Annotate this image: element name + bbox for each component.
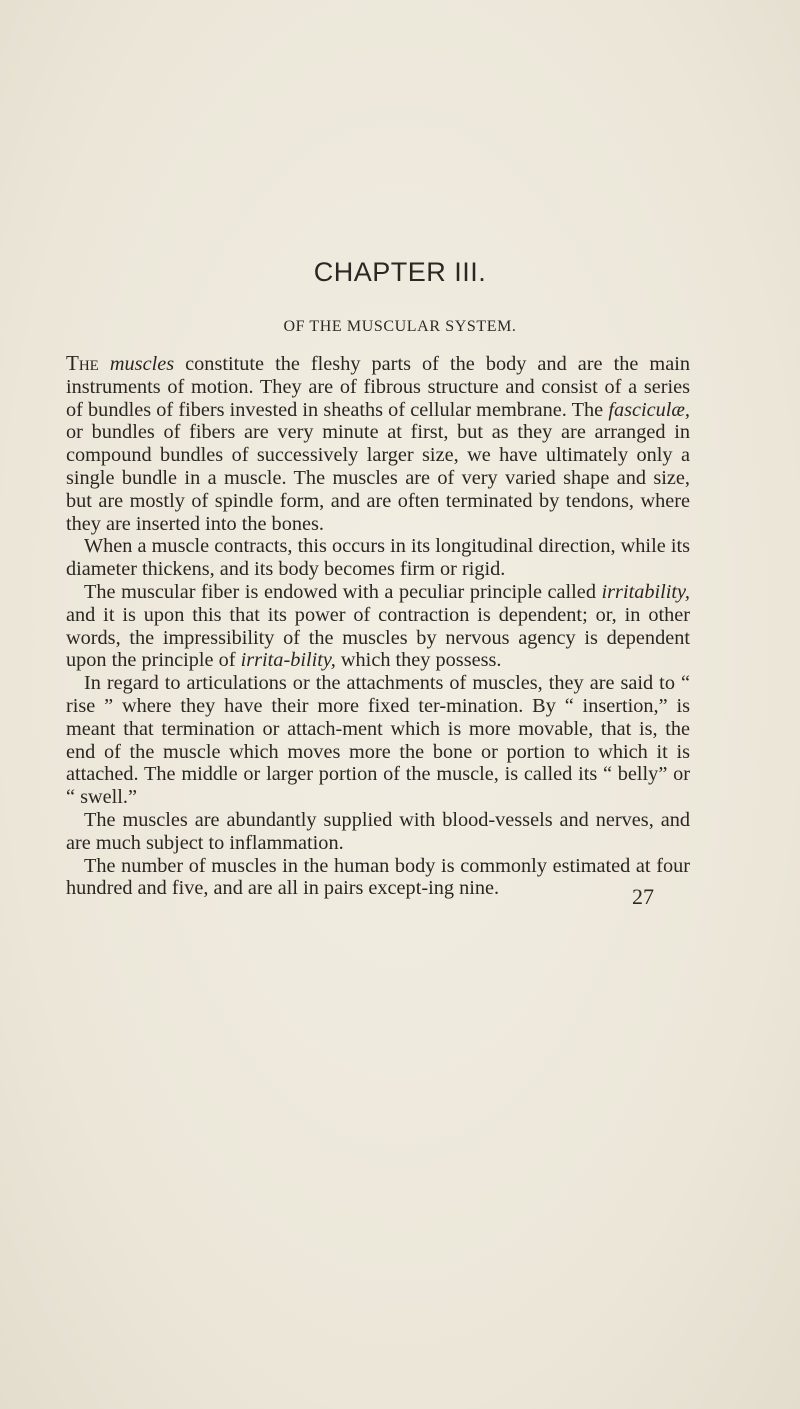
italic-term: irrita-bility, <box>240 649 336 672</box>
paragraph-articulations: In regard to articulations or the attachments of muscles, they are said to “ rise ” where they have their more fixed ter-mination. By “ insertion,” is meant that termination or attach-ment which is more movable, that is, the end of the muscle which moves more the bone or portion to which it is attached. The middle or larger portion of the muscle, is called its “ belly” or “ swell.” <box>66 672 690 809</box>
page-number: 27 <box>632 884 654 909</box>
paragraph-text: which they possess. <box>335 649 502 672</box>
paragraph-text: The muscular fiber is endowed with a peculiar principle called <box>84 580 602 603</box>
chapter-body <box>66 352 690 900</box>
paragraph-text: and it is upon this that its power of contraction is dependent; or, in other words, the impressibility of the muscles by nervous agency is dependent upon the principle of <box>66 603 690 672</box>
chapter-title: CHAPTER III. <box>313 257 487 287</box>
paragraph-text: or bundles of fibers are very minute at first, but as they are arranged in compound bundles of successively larger size, we have ultimately only a single bundle in a muscle. The muscles are of very varied shape and size, but are mostly of spindle form, and are often terminated by tendons, where they are inserted into the bones. <box>66 421 690 535</box>
italic-term: irritability, <box>601 580 690 603</box>
paragraph-blood-vessels: The muscles are abundantly supplied with blood-vessels and nerves, and are much subject to inflammation. <box>66 808 690 854</box>
italic-term: muscles <box>109 353 175 375</box>
paragraph-text <box>99 353 110 375</box>
italic-term: fasciculæ, <box>608 398 690 421</box>
section-title: OF THE MUSCULAR SYSTEM. <box>283 318 517 335</box>
paragraph-contraction: When a muscle contracts, this occurs in its longitudinal direction, while its diameter thickens, and its body becomes firm or rigid. <box>66 535 690 581</box>
paragraph-muscle-count: The number of muscles in the human body is commonly estimated at four hundred and five, and are all in pairs except-ing nine. <box>66 854 690 900</box>
lead-word: The <box>66 351 99 375</box>
paragraph-text: constitute the fleshy parts of the body and are the main instruments of motion. They are of fibrous structure and consist of a series of bundles of fibers invested in sheaths of cellular membrane. The <box>66 353 690 421</box>
paragraph-irritability <box>66 581 690 672</box>
paragraph-muscles-intro <box>66 352 690 535</box>
